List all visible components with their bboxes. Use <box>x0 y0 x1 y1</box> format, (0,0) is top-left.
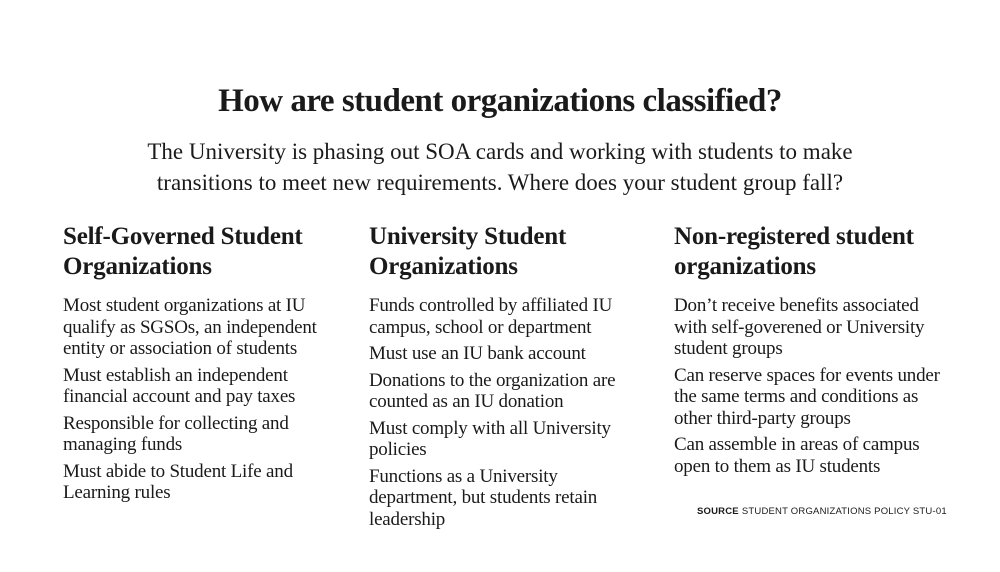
column-heading: University Student Organizations <box>369 223 567 280</box>
source-label: SOURCE <box>697 506 739 517</box>
column-list <box>674 295 952 477</box>
source-credit <box>697 506 947 518</box>
list-item: Funds controlled by affiliated IU campus, school or department <box>369 295 613 338</box>
column-non-registered <box>674 222 952 482</box>
column-heading: Non-registered student organizations <box>674 223 914 280</box>
list-item: Must establish an independent financial account and pay taxes <box>63 364 296 407</box>
list-item: Can assemble in areas of campus open to them as IU students <box>674 434 920 477</box>
list-item: Can reserve spaces for events under the same terms and conditions as other third-party groups <box>674 364 940 429</box>
list-item: Donations to the organization are counted as an IU donation <box>369 369 616 412</box>
list-item: Must use an IU bank account <box>369 343 586 364</box>
column-list <box>369 295 647 530</box>
page-subtitle: The University is phasing out SOA cards and working with students to make transitions to meet new requirements. Where does your student group fall? <box>147 139 853 195</box>
column-list <box>63 295 341 504</box>
list-item: Must comply with all University policies <box>369 417 611 460</box>
list-item: Must abide to Student Life and Learning rules <box>63 460 293 503</box>
list-item: Responsible for collecting and managing funds <box>63 412 289 455</box>
source-text: STUDENT ORGANIZATIONS POLICY STU-01 <box>741 506 947 517</box>
list-item: Most student organizations at IU qualify as SGSOs, an independent entity or association of students <box>63 295 317 359</box>
column-self-governed <box>63 222 341 509</box>
column-heading: Self-Governed Student Organizations <box>63 223 303 280</box>
list-item: Don’t receive benefits associated with self-goverened or University student groups <box>674 295 925 359</box>
page-title: How are student organizations classified? <box>218 83 782 119</box>
list-item: Functions as a University department, but students retain leadership <box>369 465 598 530</box>
column-university <box>369 222 647 535</box>
